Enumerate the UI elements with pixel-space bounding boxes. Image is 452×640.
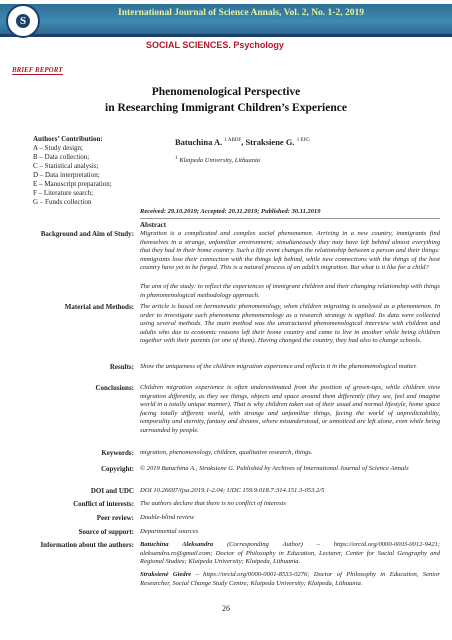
background-label: Background and Aim of Study: <box>40 230 134 238</box>
keywords-text: migration, phenomenology, children, qualitative research, things. <box>140 449 313 456</box>
journal-title: International Journal of Science Annals, Vol. 2, No. 1-2, 2019 <box>118 8 364 18</box>
author-info-1: Batuchina Aleksandra (Corresponding Author) – https://orcid.org/0000-0003-0012-9421; aleksandra.ro@gmail.com; Doctor of Philosophy in Education, Lecturer, Center for Social Geography and Regional Studies; Klaipeda University; Klaipeda, Lithuania. <box>140 541 440 566</box>
author-2: Straksiene G. <box>245 137 295 147</box>
author-2-role: 1 EFG <box>296 138 310 144</box>
peer-review-text: Double-blind review <box>140 514 195 521</box>
logo-letter: S <box>16 14 30 28</box>
page-number: 26 <box>222 604 230 613</box>
conflict-label: Conflict of interests: <box>73 500 134 508</box>
peer-review-label: Peer review: <box>96 514 134 522</box>
author-names: Batuchina A. $^{1 ABDF}$, Straksiene G. $^{1 EFG}$ <box>175 137 310 147</box>
author-1-role: 1 ABDF <box>224 138 242 144</box>
aim-text: The aim of the study: to reflect the experiences of immigrant children and their changing relationship with things in phenomenological methodology approach. <box>140 283 440 299</box>
contribution-item: E – Manuscript preparation; <box>33 180 112 188</box>
background-text: Migration is a complicated and complex social phenomenon. Arriving in a new country, immigrants find themselves in a strange, unfamiliar environment; simultaneously they may have left behind almost everything that they had in their home country. Such a life event changes the relationship between a person and their things: immigrants lose their connection with the things left behind, while new connections with the things of the host country have yet to be forged. This is a natural process of an adult’s migration. But what is it like for a child? <box>140 230 440 272</box>
journal-logo-icon <box>6 4 40 38</box>
methods-text: The article is based on hermeneutic phenomenology, when children migrating is analysed as a phenomenon. In order to investigate such phenomena phenomenology as a research strategy is applied. Its data were collected using several methods. The main method was the unstructured phenomenological interview with children and adults who due to economic reasons left their home country and came to live in another while being children together with their parents (or one of them). Having changed the country, they had also to change schools. <box>140 303 440 345</box>
keywords-label: Keywords: <box>101 449 134 457</box>
contribution-item: C – Statistical analysis; <box>33 162 99 170</box>
doi-text: DOI 10.26697/ijsa.2019.1-2.04; UDC 159.9.018.7:314.151.3-053.2/5 <box>140 487 325 494</box>
doi-label: DOI and UDC <box>90 487 134 495</box>
authors-contribution <box>33 135 143 207</box>
methods-label: Material and Methods: <box>64 303 134 311</box>
contribution-item: D – Data interpretation; <box>33 171 100 179</box>
copyright-label: Copyright: <box>100 465 134 473</box>
author-1: Batuchina A. <box>175 137 223 147</box>
affiliation: $^1$ Klaipeda University, Lithuania <box>175 155 261 165</box>
support-text: Departmental sources <box>140 528 199 535</box>
results-label: Results: <box>109 363 134 371</box>
article-type: BRIEF REPORT <box>12 66 63 74</box>
results-text: Show the uniqueness of the children migration experience and reflects it in the phenomenological matter. <box>140 363 417 370</box>
header-stripe <box>0 34 452 37</box>
contribution-item: B – Data collection; <box>33 153 90 161</box>
contribution-item: F – Literature search; <box>33 189 94 197</box>
contribution-heading: Authors’ Contribution: <box>33 135 103 143</box>
title-line-1: Phenomenological Perspective <box>151 86 301 98</box>
title-line-2: in Researching Immigrant Children’s Experience <box>105 102 347 114</box>
publication-dates: Received: 29.10.2019; Accepted: 20.11.2019; Published: 30.11.2019 <box>140 208 321 215</box>
section-label: SOCIAL SCIENCES. Psychology <box>146 40 284 50</box>
author-info-2: Straksienė Giedre – https://orcid.org/0000-0001-8533-0276; Doctor of Philosophy in Education, Senior Researcher, Social Change Study Centre; Klaipeda University; Klaipeda, Lithuania. <box>140 571 440 587</box>
support-label: Source of support: <box>78 528 134 536</box>
contribution-item: G – Funds collection <box>33 198 92 206</box>
abstract-heading: Abstract <box>140 221 167 229</box>
divider <box>140 218 440 219</box>
conclusions-text: Children migration experience is often underestimated from the position of grown-ups, while children view migration differently, as they see things, objects and space around them differently (they see, feel and imagine world in a totally unique manner). That is why children taken out of their usual and normal lifestyle, home space facing totally different world, with strange and unfamiliar things, facing the world of unpredictability, temporality and eternity, fantasy and dreams, where misunderstood, or unnoticed are left alone, even while being surrounded by people. <box>140 384 440 434</box>
contribution-item: A – Study design; <box>33 144 83 152</box>
author-info-label: Information about the authors: <box>40 541 134 549</box>
conclusions-label: Conclusions: <box>95 384 134 392</box>
conflict-text: The authors declare that there is no conflict of interests <box>140 500 286 507</box>
copyright-text: © 2019 Batuchina A., Straksiene G. Published by Archives of International Journal of Science Annals <box>140 465 409 472</box>
